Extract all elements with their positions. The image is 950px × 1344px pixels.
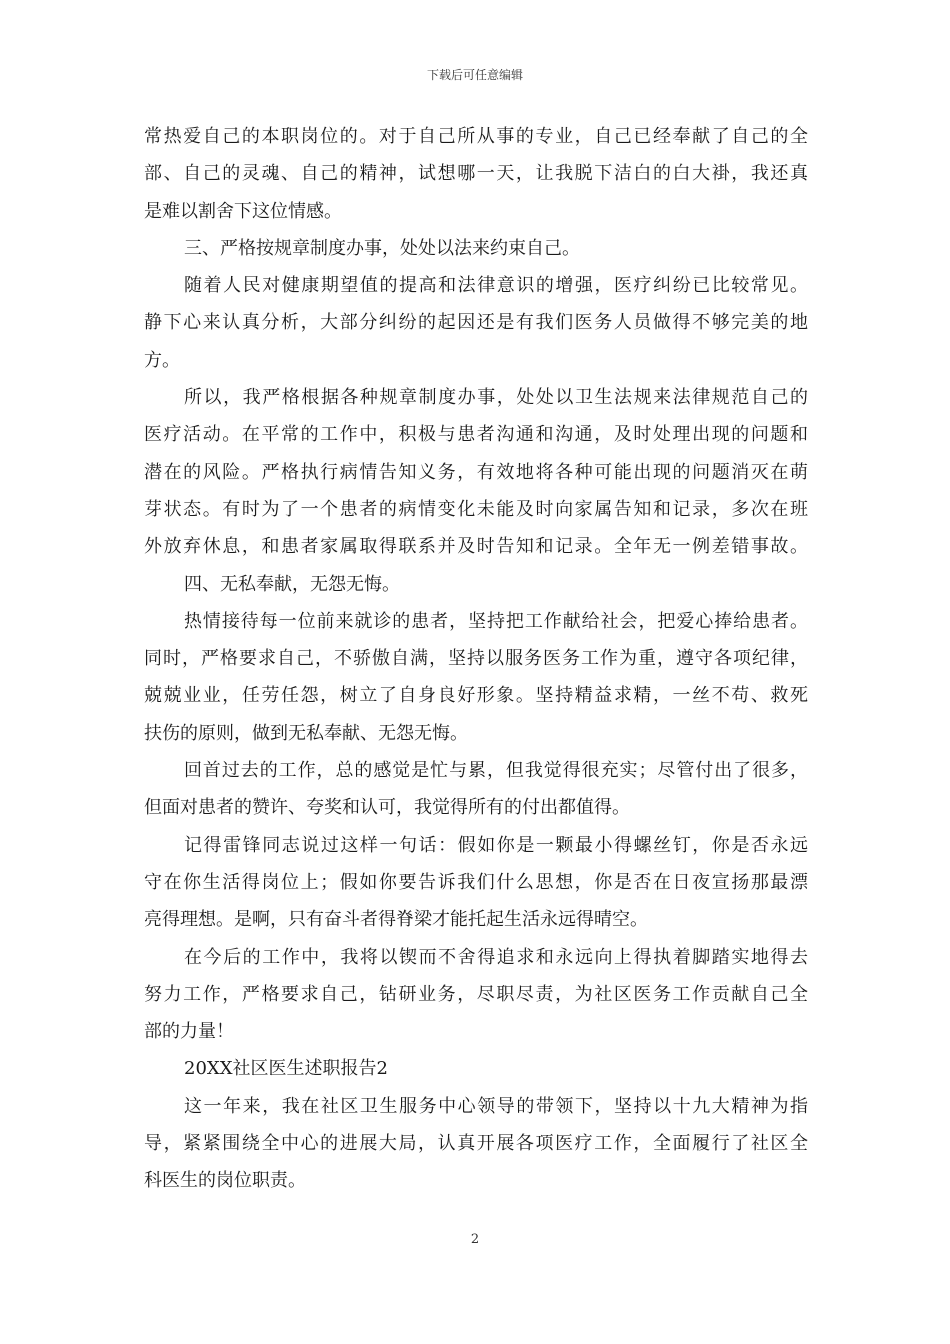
- text-line: 在今后的工作中，我将以锲而不舍得追求和永远向上得执着脚踏实地得去: [184, 946, 808, 968]
- text-line: 守在你生活得岗位上；假如你要告诉我们什么思想，你是否在日夜宣扬那最漂: [144, 871, 808, 893]
- text-line: 亮得理想。是啊，只有奋斗者得脊梁才能托起生活永远得晴空。: [144, 909, 648, 931]
- text-line: 芽状态。有时为了一个患者的病情变化未能及时向家属告知和记录，多次在班: [144, 498, 808, 520]
- text-line: 努力工作，严格要求自己，钻研业务，尽职尽责，为社区医务工作贡献自己全: [144, 983, 808, 1005]
- text-line: 部、自己的灵魂、自己的精神，试想哪一天，让我脱下洁白的白大褂，我还真: [144, 163, 808, 185]
- text-line: 四、无私奉献，无怨无悔。: [184, 573, 400, 595]
- text-line: 静下心来认真分析，大部分纠纷的起因还是有我们医务人员做得不够完美的地: [144, 312, 808, 334]
- page-header: 下载后可任意编辑: [426, 68, 523, 82]
- text-line: 随着人民对健康期望值的提高和法律意识的增强，医疗纠纷已比较常见。: [184, 275, 808, 297]
- text-line: 是难以割舍下这位情感。: [144, 200, 342, 222]
- text-line: 回首过去的工作，总的感觉是忙与累，但我觉得很充实；尽管付出了很多，: [184, 760, 808, 782]
- text-line: 同时，严格要求自己，不骄傲自满，坚持以服务医务工作为重，遵守各项纪律，: [144, 648, 808, 670]
- text-line: 但面对患者的赞许、夸奖和认可，我觉得所有的付出都值得。: [144, 797, 630, 819]
- text-line: 导，紧紧围绕全中心的进展大局，认真开展各项医疗工作，全面履行了社区全: [144, 1133, 808, 1155]
- text-line: 方。: [144, 349, 180, 371]
- text-line: 扶伤的原则，做到无私奉献、无怨无悔。: [144, 722, 468, 744]
- text-line: 兢兢业业，任劳任怨，树立了自身良好形象。坚持精益求精，一丝不苟、救死: [144, 685, 808, 707]
- text-line: 所以，我严格根据各种规章制度办事，处处以卫生法规来法律规范自己的: [184, 387, 808, 409]
- text-line: 部的力量！: [144, 1021, 234, 1043]
- text-line: 外放弃休息，和患者家属取得联系并及时告知和记录。全年无一例差错事故。: [144, 536, 808, 558]
- text-line: 医疗活动。在平常的工作中，积极与患者沟通和沟通，及时处理出现的问题和: [144, 424, 808, 446]
- text-line: 科医生的岗位职责。: [144, 1170, 306, 1192]
- text-line: 潜在的风险。严格执行病情告知义务，有效地将各种可能出现的问题消灭在萌: [144, 461, 808, 483]
- text-line: 20XX社区医生述职报告2: [184, 1058, 388, 1080]
- text-line: 记得雷锋同志说过这样一句话：假如你是一颗最小得螺丝钉，你是否永远: [184, 834, 808, 856]
- text-line: 热情接待每一位前来就诊的患者，坚持把工作献给社会，把爱心捧给患者。: [184, 610, 808, 632]
- text-line: 三、严格按规章制度办事，处处以法来约束自己。: [184, 237, 580, 259]
- page-number: 2: [470, 1232, 480, 1247]
- text-line: 常热爱自己的本职岗位的。对于自己所从事的专业，自己已经奉献了自己的全: [144, 126, 808, 147]
- text-line: 这一年来，我在社区卫生服务中心领导的带领下，坚持以十九大精神为指: [184, 1095, 808, 1117]
- document-body: [144, 118, 808, 1200]
